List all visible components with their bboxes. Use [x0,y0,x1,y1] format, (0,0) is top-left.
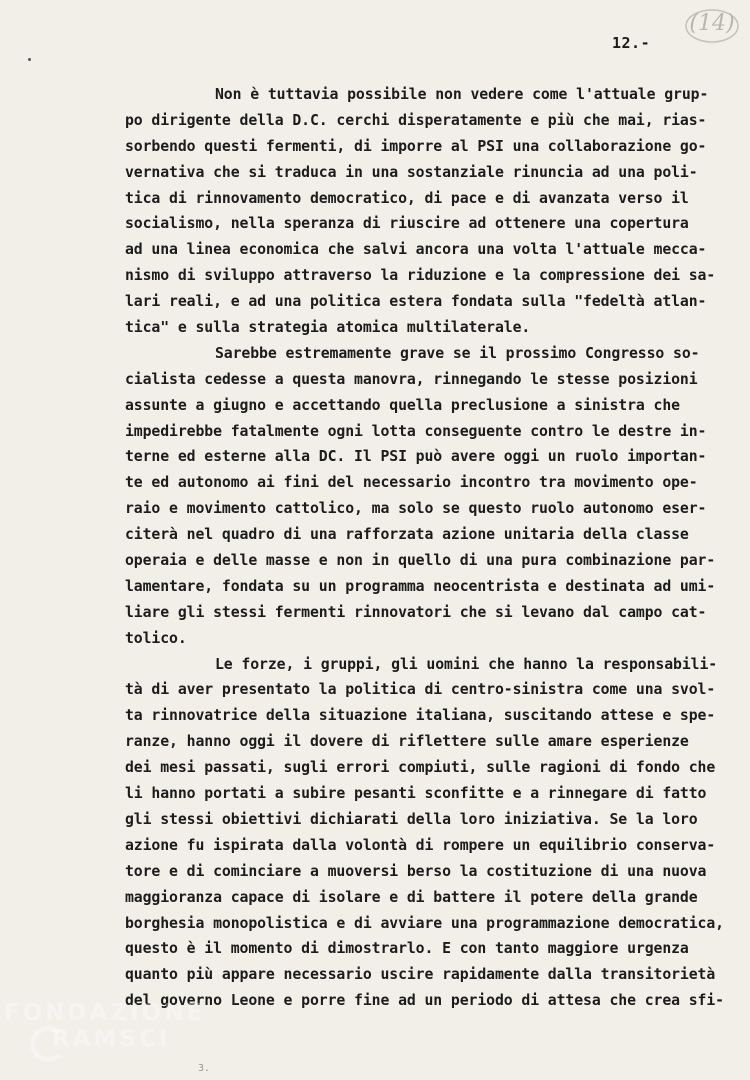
text-line: te ed autonomo ai fini del necessario incontro tra movimento ope- [125,474,698,492]
text-line: sorbendo questi fermenti, di imporre al PSI una collaborazione go- [125,137,707,155]
text-line: tolico. [125,629,187,647]
text-line: assunte a giugno e accettando quella preclusione a sinistra che [125,396,680,414]
text-line: quanto più appare necessario uscire rapidamente dalla transitorietà [125,966,716,984]
text-line: questo è il momento di dimostrarlo. E con tanto maggiore urgenza [125,940,689,958]
text-line: lari reali, e ad una politica estera fondata sulla "fedeltà atlan- [125,293,707,311]
text-line: tà di aver presentato la politica di centro-sinistra come una svol- [125,681,716,699]
text-line: lamentare, fondata su un programma neocentrista e destinata ad umi- [125,577,716,595]
text-line: ranze, hanno oggi il dovere di riflettere sulle amare esperienze [125,733,689,751]
text-line: del governo Leone e porre fine ad un periodo di attesa che crea sfi- [125,992,724,1010]
text-line: raio e movimento cattolico, ma solo se questo ruolo autonomo eser- [125,500,707,518]
text-line: terne ed esterne alla DC. Il PSI può avere oggi un ruolo importan- [125,448,707,466]
text-line: dei mesi passati, sugli errori compiuti, sulle ragioni di fondo che [125,759,716,777]
watermark-g-logo-icon [30,1026,66,1062]
text-line: tica" e sulla strategia atomica multilaterale. [125,319,531,337]
text-line: socialismo, nella speranza di riuscire ad ottenere una copertura [125,215,689,233]
text-line: operaia e delle masse e non in quello di una pura combinazione par- [125,552,716,570]
typewritten-body [125,82,725,1014]
text-line: Sarebbe estremamente grave se il prossimo Congresso so- [215,344,700,362]
page-number: 12.- [612,34,651,52]
text-line: gli stessi obiettivi dichiarati della loro iniziativa. Se la loro [125,810,698,828]
pencil-mark: 3. [198,1063,211,1074]
paper-speck [28,58,31,61]
text-line: borghesia monopolistica e di avviare una programmazione democratica, [125,914,724,932]
text-line: tica di rinnovamento democratico, di pace e di avanzata verso il [125,189,689,207]
text-line: liare gli stessi fermenti rinnovatori che si levano dal campo cat- [125,603,707,621]
text-line: azione fu ispirata dalla volontà di rompere un equilibrio conserva- [125,836,716,854]
text-line: po dirigente della D.C. cerchi disperatamente e più che mai, rias- [125,111,707,129]
text-line: ad una linea economica che salvi ancora una volta l'attuale mecca- [125,241,707,259]
text-line: tore e di cominciare a muoversi berso la costituzione di una nuova [125,862,707,880]
text-line: impedirebbe fatalmente ogni lotta conseguente contro le destre in- [125,422,707,440]
text-line: li hanno portati a subire pesanti sconfitte e a rinnegare di fatto [125,785,707,803]
archive-page-number: (14) [689,11,735,36]
text-line: citerà nel quadro di una rafforzata azione unitaria della classe [125,526,689,544]
watermark-line-1: FONDAZIONE [4,1000,206,1026]
text-line: Le forze, i gruppi, gli uomini che hanno la responsabili- [215,655,718,673]
text-line: vernativa che si traduca in una sostanziale rinuncia ad una poli- [125,163,698,181]
text-line: Non è tuttavia possibile non vedere come l'attuale grup- [215,86,709,103]
text-line: cialista cedesse a questa manovra, rinnegando le stesse posizioni [125,370,698,388]
text-line: maggioranza capace di isolare e di battere il potere della grande [125,888,698,906]
archive-page-stamp [684,7,740,45]
text-line: nismo di sviluppo attraverso la riduzione e la compressione dei sa- [125,267,716,285]
text-line: ta rinnovatrice della situazione italiana, suscitando attese e spe- [125,707,716,725]
watermark-line-2: RAMSCI [52,1026,171,1052]
